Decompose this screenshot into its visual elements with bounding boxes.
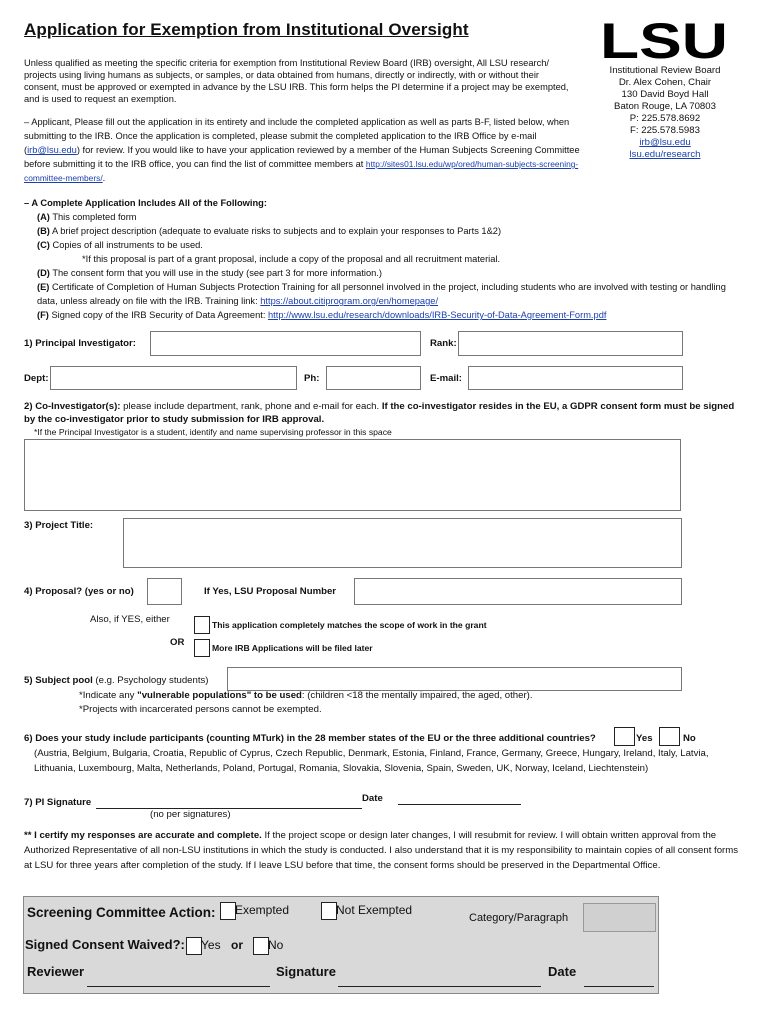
- rank-label: Rank:: [430, 338, 457, 349]
- screening-action-label: Screening Committee Action:: [27, 905, 216, 920]
- contact-email-link[interactable]: irb@lsu.edu: [639, 137, 691, 148]
- contact-address: 130 David Boyd Hall: [621, 89, 709, 100]
- intro-text: Unless qualified as meeting the specific criteria for exemption from Institutional Review Board (IRB) oversight, All LSU research/ projects using living humans as subjects, or samples, or data obtained from humans, directly or indirectly, with or without their consent, must be approved or exempted in advance by the LSU IRB. This form helps the PI determine if a project may be exempted, and is used to request an exemption.: [24, 58, 569, 104]
- not-exempted-checkbox[interactable]: [321, 902, 337, 920]
- contact-chair: Dr. Alex Cohen, Chair: [618, 77, 712, 88]
- vulnerable-populations-note: *Indicate any "vulnerable populations" to be used: (children <18 the mentally impaired, the aged, other).: [79, 690, 533, 701]
- dept-label: Dept:: [24, 373, 49, 384]
- instructions-part1: – Applicant, Please fill out the application in its entirety and include the completed application as well as parts B-F, listed below, when submitting to the IRB. Once the application is completed, please submit the completed application to the IRB Office by e-mail (: [24, 117, 570, 155]
- consent-waived-no-label: No: [268, 938, 284, 952]
- category-paragraph-input[interactable]: [583, 903, 656, 932]
- subject-pool-heading: [24, 675, 208, 686]
- email-label: E-mail:: [430, 373, 462, 384]
- phone-input[interactable]: [326, 366, 421, 390]
- subject-pool-example: (e.g. Psychology students): [92, 675, 209, 686]
- eu-no-label: No: [683, 733, 696, 744]
- not-exempted-label: Not Exempted: [336, 903, 413, 917]
- committee-members-link[interactable]: http://sites01.lsu.edu/wp/ored/human-subjects-screening-committee-members/: [24, 159, 579, 183]
- consent-waived-label: Signed Consent Waived?:: [25, 937, 185, 952]
- coinvestigators-textarea[interactable]: [24, 439, 681, 511]
- more-applications-label: More IRB Applications will be filed later: [212, 643, 373, 653]
- contact-city: Baton Rouge, LA 70803: [614, 101, 716, 112]
- no-per-signatures-note: (no per signatures): [150, 809, 231, 820]
- instructions-part3: .: [102, 173, 106, 183]
- proposal-yes-no-input[interactable]: [147, 578, 182, 605]
- screening-date-label: Date: [548, 964, 577, 979]
- consent-waived-no-checkbox[interactable]: [253, 937, 269, 955]
- eu-yes-label: Yes: [636, 733, 653, 744]
- phone-label: Ph:: [304, 373, 320, 384]
- security-agreement-link[interactable]: http://www.lsu.edu/research/downloads/IRB-Security-of-Data-Agreement-Form.pdf: [268, 310, 607, 320]
- pi-label: 1) Principal Investigator:: [24, 338, 136, 349]
- req-item-a: (A) This completed form: [37, 212, 137, 222]
- consent-waived-or-label: or: [231, 938, 243, 952]
- exempted-label: Exempted: [235, 903, 290, 917]
- scope-match-label: This application completely matches the scope of work in the grant: [212, 620, 487, 630]
- eu-no-checkbox[interactable]: [659, 727, 680, 746]
- requirements-list: [24, 196, 764, 322]
- lsu-logo-text: LSU: [600, 20, 728, 60]
- dept-input[interactable]: [50, 366, 297, 390]
- coinv-gdpr-note: If the co-investigator resides in the EU, a GDPR consent form must be signed by the co-investigator prior to study submission for IRB approval.: [24, 401, 735, 425]
- also-if-yes-label: Also, if YES, either: [90, 614, 170, 625]
- submission-instructions: [24, 115, 589, 185]
- screening-date-line[interactable]: [584, 985, 654, 987]
- coinvestigator-heading: [24, 400, 739, 426]
- reviewer-line[interactable]: [87, 985, 270, 987]
- more-applications-checkbox[interactable]: [194, 639, 210, 657]
- req-item-b: (B) A brief project description (adequate to evaluate risks to subjects and to explain your responses to Parts 1&2): [37, 226, 502, 236]
- proposal-number-label: If Yes, LSU Proposal Number: [204, 586, 337, 597]
- req-item-f: (F) Signed copy of the IRB Security of Data Agreement: http://www.lsu.edu/research/downloads/IRB-Security-of-Data-Agreement-Form.pdf: [37, 310, 607, 320]
- contact-web-link[interactable]: lsu.edu/research: [629, 149, 701, 160]
- requirements-heading: – A Complete Application Includes All of the Following:: [24, 198, 267, 208]
- signature-label: Signature: [276, 964, 336, 979]
- subject-pool-input[interactable]: [227, 667, 682, 691]
- date-line[interactable]: [398, 803, 521, 805]
- or-label: OR: [170, 637, 185, 648]
- training-link[interactable]: https://about.citiprogram.org/en/homepage/: [260, 296, 439, 306]
- req-item-c-note: *If this proposal is part of a grant proposal, include a copy of the proposal and all recruitment material.: [82, 254, 501, 264]
- irb-email-link[interactable]: irb@lsu.edu: [27, 145, 77, 155]
- coinv-student-note: *If the Principal Investigator is a student, identify and name supervising professor in this space: [34, 427, 392, 437]
- contact-office: Institutional Review Board: [609, 65, 721, 76]
- certification-statement: [24, 828, 739, 873]
- contact-phone: P: 225.578.8692: [629, 113, 701, 124]
- project-title-label: 3) Project Title:: [24, 520, 94, 531]
- proposal-label: 4) Proposal? (yes or no): [24, 586, 134, 597]
- contact-fax: F: 225.578.5983: [630, 125, 700, 136]
- scope-match-checkbox[interactable]: [194, 616, 210, 634]
- exempted-checkbox[interactable]: [220, 902, 236, 920]
- eu-question: 6) Does your study include participants (counting MTurk) in the 28 member states of the EU or the three additional countries?: [24, 733, 596, 744]
- proposal-number-input[interactable]: [354, 578, 682, 605]
- date-label: Date: [362, 793, 383, 804]
- certify-bold: ** I certify my responses are accurate and complete.: [24, 830, 262, 841]
- lsu-logo: [599, 20, 730, 60]
- certify-text: If the project scope or design later changes, I will resubmit for review. I will obtain written approval from the Authorized Representative of all non-LSU institutions in which the study is conducted. I also understand that it is my responsibility to maintain copies of all consent forms at LSU for three years after completion of the study. If I leave LSU before that time, the consent forms should be preserved in the Departmental Office.: [24, 830, 739, 871]
- subject-pool-label: 5) Subject pool: [24, 675, 93, 686]
- req-item-d: (D) The consent form that you will use in the study (see part 3 for more information.): [37, 268, 382, 278]
- project-title-input[interactable]: [123, 518, 682, 568]
- reviewer-label: Reviewer: [27, 964, 85, 979]
- req-item-e: (E) Certificate of Completion of Human Subjects Protection Training for all personnel involved in the project, including students who are involved with testing or handling data, unless already on file with the IRB. Training link: https://about.citiprogram.org/en/homepage/: [37, 282, 726, 306]
- eu-countries-list: (Austria, Belgium, Bulgaria, Croatia, Republic of Cyprus, Czech Republic, Denmark, Estonia, Finland, France, Germany, Greece, Hungary, Ireland, Italy, Latvia, Lithuania, Luxembourg, Malta, Netherlands, Poland, Portugal, Romania, Slovakia, Slovenia, Spain, Sweden, UK, Norway, Iceland, Liechtenstein): [34, 748, 709, 774]
- reviewer-signature-line[interactable]: [338, 985, 541, 987]
- coinv-desc: please include department, rank, phone and e-mail for each.: [120, 401, 380, 412]
- consent-waived-yes-label: Yes: [201, 938, 221, 952]
- page-title: Application for Exemption from Institutional Oversight: [24, 20, 469, 39]
- contact-block: [598, 65, 732, 161]
- req-item-c: (C) Copies of all instruments to be used.: [37, 240, 203, 250]
- consent-waived-yes-checkbox[interactable]: [186, 937, 202, 955]
- coinv-label: 2) Co-Investigator(s):: [24, 401, 121, 412]
- instructions-part2: ) for review. If you would like to have your application reviewed by a member of the Human Subjects Screening Committee before submitting it to the IRB office, you can find the list of committee members at: [24, 145, 580, 169]
- rank-input[interactable]: [458, 331, 683, 356]
- eu-yes-checkbox[interactable]: [614, 727, 635, 746]
- pi-signature-label: 7) PI Signature: [24, 797, 92, 808]
- email-input[interactable]: [468, 366, 683, 390]
- pi-input[interactable]: [150, 331, 421, 356]
- incarcerated-note: *Projects with incarcerated persons cannot be exempted.: [79, 704, 322, 715]
- category-paragraph-label: Category/Paragraph: [469, 912, 569, 924]
